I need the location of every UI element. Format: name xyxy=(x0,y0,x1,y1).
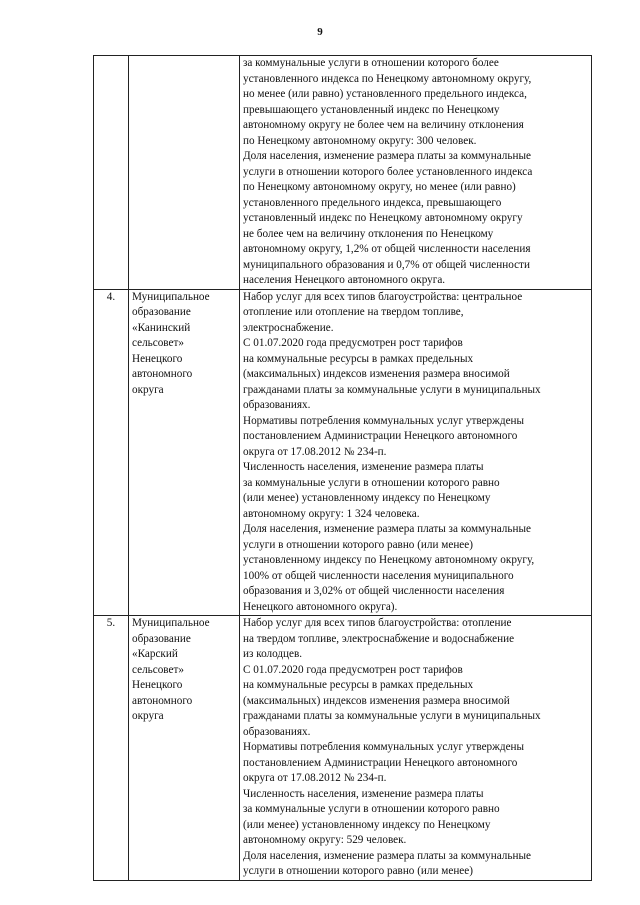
text-line: (или менее) установленному индексу по Ненецкому xyxy=(243,492,491,504)
text-line: установленный индекс по Ненецкому автономному округу xyxy=(243,212,523,224)
text-line: муниципального образования и 0,7% от общей численности xyxy=(243,258,530,271)
text-line: превышающего установленный индекс по Ненецкому xyxy=(243,103,500,116)
text-line: не более чем на величину отклонения по Ненецкому xyxy=(243,227,494,240)
municipality-name-line: автономного xyxy=(132,694,193,707)
text-line: 100% от общей численности населения муниципального xyxy=(243,569,514,582)
text-line: за коммунальные услуги в отношении которого равно xyxy=(243,476,500,489)
text-line: населения Ненецкого автономного округа. xyxy=(243,274,446,286)
text-line: постановлением Администрации Ненецкого автономного xyxy=(243,430,518,442)
description-cell xyxy=(240,289,592,616)
text-line: за коммунальные услуги в отношении которого равно xyxy=(243,803,500,815)
text-line: автономному округу не более чем на величину отклонения xyxy=(243,119,524,131)
municipality-name-line: Муниципальное xyxy=(132,290,210,303)
text-line: услуги в отношении которого равно (или менее) xyxy=(243,865,473,877)
text-line: гражданами платы за коммунальные услуги в муниципальных xyxy=(243,710,541,722)
text-line: округа от 17.08.2012 № 234-п. xyxy=(243,772,387,784)
municipality-name-line: «Канинский xyxy=(132,321,191,334)
municipality-name-line: Ненецкого xyxy=(132,352,183,365)
row-number-cell: 5. xyxy=(94,616,129,881)
text-line: гражданами платы за коммунальные услуги в муниципальных xyxy=(243,383,541,396)
text-line: автономному округу: 1 324 человека. xyxy=(243,507,420,520)
text-line: услуги в отношении которого более установленного индекса xyxy=(243,165,533,178)
text-line: С 01.07.2020 года предусмотрен рост тарифов xyxy=(243,337,463,349)
text-line: (или менее) установленному индексу по Ненецкому xyxy=(243,818,491,831)
text-line: за коммунальные услуги в отношении которого более xyxy=(243,57,499,69)
municipality-name-line: образование xyxy=(132,632,191,645)
text-line: но менее (или равно) установленного предельного индекса, xyxy=(243,88,527,100)
text-line: установленному индексу по Ненецкому автономному округу, xyxy=(243,554,535,566)
municipality-name-line: сельсовет» xyxy=(132,337,184,349)
municipality-name-line: Муниципальное xyxy=(132,617,210,629)
text-line: электроснабжение. xyxy=(243,321,334,334)
text-line: Набор услуг для всех типов благоустройства: центральное xyxy=(243,290,523,303)
text-line: на коммунальные ресурсы в рамках предельных xyxy=(243,352,474,365)
page-number: 9 xyxy=(317,26,323,38)
description-cell xyxy=(240,56,592,290)
text-line: С 01.07.2020 года предусмотрен рост тарифов xyxy=(243,663,463,676)
text-line: Численность населения, изменение размера платы xyxy=(243,461,484,473)
table-row xyxy=(94,56,592,290)
text-line: Ненецкого автономного округа). xyxy=(243,600,398,613)
text-line: (максимальных) индексов изменения размера вносимой xyxy=(243,694,510,707)
municipality-name-line: образование xyxy=(132,306,191,318)
text-line: установленного индекса по Ненецкому автономному округу, xyxy=(243,72,532,85)
municipality-cell xyxy=(129,56,240,290)
text-line: по Ненецкому автономному округу: 300 человек. xyxy=(243,134,477,147)
text-line: автономному округу, 1,2% от общей численности населения xyxy=(243,243,531,255)
text-line: образованиях. xyxy=(243,399,311,411)
text-line: по Ненецкому автономному округу, но менее (или равно) xyxy=(243,181,516,193)
table-row xyxy=(94,289,592,616)
municipality-cell xyxy=(129,616,240,881)
text-line: Доля населения, изменение размера платы за коммунальные xyxy=(243,150,531,162)
text-line: (максимальных) индексов изменения размера вносимой xyxy=(243,368,510,380)
text-line: Нормативы потребления коммунальных услуг утверждены xyxy=(243,414,525,427)
municipality-name-line: автономного xyxy=(132,368,193,380)
text-line: постановлением Администрации Ненецкого автономного xyxy=(243,756,518,769)
text-line: Численность населения, изменение размера платы xyxy=(243,787,484,800)
text-line: Доля населения, изменение размера платы за коммунальные xyxy=(243,523,531,535)
municipality-name-line: округа xyxy=(132,383,164,396)
table-row xyxy=(94,616,592,881)
municipality-cell xyxy=(129,289,240,616)
description-cell xyxy=(240,616,592,881)
text-line: на коммунальные ресурсы в рамках предельных xyxy=(243,679,474,691)
text-line: автономному округу: 529 человек. xyxy=(243,834,407,846)
municipality-name-line: округа xyxy=(132,710,164,722)
services-table xyxy=(93,55,592,881)
text-line: установленного предельного индекса, превышающего xyxy=(243,196,502,209)
text-line: из колодцев. xyxy=(243,648,303,660)
municipality-name-line: «Карский xyxy=(132,648,178,660)
text-line: отопление или отопление на твердом топливе, xyxy=(243,306,464,318)
municipality-name-line: сельсовет» xyxy=(132,663,184,676)
text-line: Набор услуг для всех типов благоустройства: отопление xyxy=(243,617,512,629)
text-line: образования и 3,02% от общей численности населения xyxy=(243,585,505,597)
text-line: округа от 17.08.2012 № 234-п. xyxy=(243,445,387,458)
text-line: услуги в отношении которого равно (или менее) xyxy=(243,538,473,551)
row-number-cell xyxy=(94,56,129,290)
row-number-cell: 4. xyxy=(94,289,129,616)
text-line: образованиях. xyxy=(243,725,311,738)
text-line: на твердом топливе, электроснабжение и водоснабжение xyxy=(243,632,515,645)
text-line: Доля населения, изменение размера платы за коммунальные xyxy=(243,849,531,862)
municipality-name-line: Ненецкого xyxy=(132,679,183,691)
text-line: Нормативы потребления коммунальных услуг утверждены xyxy=(243,741,525,753)
